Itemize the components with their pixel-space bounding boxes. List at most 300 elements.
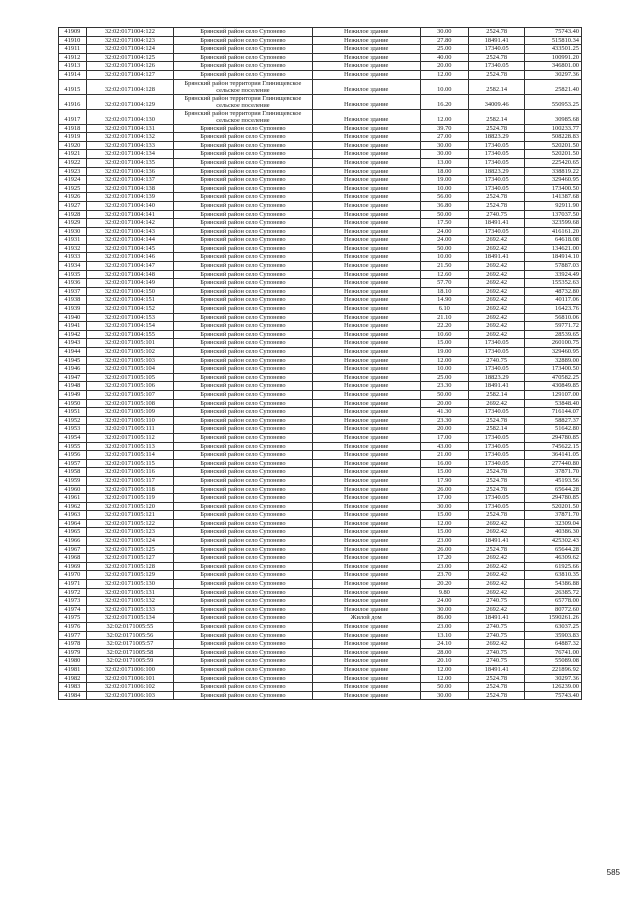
cell-object-type: Нежилое здание xyxy=(312,528,420,537)
cell-object-type: Нежилое здание xyxy=(312,468,420,477)
cell-cadastral-number: 32:02:0171005:127 xyxy=(86,554,173,563)
cell-address: Брянский район село Супонево xyxy=(174,227,313,236)
cell-address: Брянский район село Супонево xyxy=(174,442,313,451)
cell-unit-value: 17340.05 xyxy=(468,141,525,150)
cell-row-index: 41981 xyxy=(59,665,87,674)
cell-area: 50.00 xyxy=(420,244,468,253)
cell-address: Брянский район село Супонево xyxy=(174,244,313,253)
cell-row-index: 41921 xyxy=(59,150,87,159)
table-row xyxy=(59,330,582,339)
cell-cadastral-number: 32:02:0171004:149 xyxy=(86,279,173,288)
cell-address: Брянский район село Супонево xyxy=(174,614,313,623)
table-row xyxy=(59,253,582,262)
cell-cadastral-value: 520201.50 xyxy=(525,141,582,150)
cell-cadastral-value: 37871.70 xyxy=(525,468,582,477)
cell-unit-value: 2524.78 xyxy=(468,683,525,692)
cell-object-type: Нежилое здание xyxy=(312,287,420,296)
cell-cadastral-value: 141387.68 xyxy=(525,193,582,202)
table-row xyxy=(59,79,582,94)
cell-cadastral-number: 32:02:0171005:55 xyxy=(86,623,173,632)
cell-unit-value: 2582.14 xyxy=(468,79,525,94)
cell-address: Брянский район село Супонево xyxy=(174,150,313,159)
cell-cadastral-value: 520201.50 xyxy=(525,150,582,159)
cell-row-index: 41958 xyxy=(59,468,87,477)
cell-unit-value: 2524.78 xyxy=(468,691,525,700)
cell-address: Брянский район село Супонево xyxy=(174,330,313,339)
cell-row-index: 41982 xyxy=(59,674,87,683)
cell-cadastral-value: 520201.50 xyxy=(525,502,582,511)
cell-address: Брянский район село Супонево xyxy=(174,167,313,176)
cell-address: Брянский район село Супонево xyxy=(174,640,313,649)
cell-unit-value: 2740.75 xyxy=(468,657,525,666)
cell-unit-value: 34009.46 xyxy=(468,94,525,109)
cell-cadastral-value: 716144.07 xyxy=(525,408,582,417)
cell-area: 30.00 xyxy=(420,691,468,700)
table-row xyxy=(59,70,582,79)
cell-area: 10.60 xyxy=(420,330,468,339)
cell-area: 10.00 xyxy=(420,253,468,262)
cell-cadastral-value: 329460.95 xyxy=(525,176,582,185)
cell-object-type: Нежилое здание xyxy=(312,279,420,288)
table-row xyxy=(59,201,582,210)
cell-cadastral-value: 56810.06 xyxy=(525,313,582,322)
cell-cadastral-number: 32:02:0171005:131 xyxy=(86,588,173,597)
cell-cadastral-number: 32:02:0171005:117 xyxy=(86,476,173,485)
table-row xyxy=(59,433,582,442)
cell-area: 15.00 xyxy=(420,528,468,537)
cell-cadastral-value: 173400.50 xyxy=(525,365,582,374)
table-row xyxy=(59,554,582,563)
cell-area: 24.00 xyxy=(420,597,468,606)
cell-object-type: Нежилое здание xyxy=(312,476,420,485)
cell-address: Брянский район село Супонево xyxy=(174,408,313,417)
cell-object-type: Нежилое здание xyxy=(312,176,420,185)
cell-unit-value: 2692.42 xyxy=(468,236,525,245)
cell-object-type: Нежилое здание xyxy=(312,459,420,468)
cell-object-type: Нежилое здание xyxy=(312,305,420,314)
cell-row-index: 41971 xyxy=(59,580,87,589)
cell-address: Брянский район село Супонево xyxy=(174,485,313,494)
cell-object-type: Нежилое здание xyxy=(312,588,420,597)
table-row xyxy=(59,109,582,124)
cell-cadastral-value: 30297.36 xyxy=(525,674,582,683)
cell-cadastral-number: 32:02:0171004:146 xyxy=(86,253,173,262)
cell-cadastral-number: 32:02:0171005:125 xyxy=(86,545,173,554)
cell-unit-value: 2524.78 xyxy=(468,28,525,37)
cell-cadastral-value: 55089.08 xyxy=(525,657,582,666)
cell-area: 26.00 xyxy=(420,545,468,554)
cell-area: 6.10 xyxy=(420,305,468,314)
cell-cadastral-value: 92911.90 xyxy=(525,201,582,210)
cell-row-index: 41915 xyxy=(59,79,87,94)
cell-cadastral-number: 32:02:0171004:145 xyxy=(86,244,173,253)
cell-object-type: Нежилое здание xyxy=(312,365,420,374)
table-row xyxy=(59,36,582,45)
cell-row-index: 41961 xyxy=(59,494,87,503)
cell-cadastral-value: 32889.00 xyxy=(525,356,582,365)
cell-row-index: 41919 xyxy=(59,133,87,142)
cell-row-index: 41957 xyxy=(59,459,87,468)
cell-unit-value: 17340.05 xyxy=(468,494,525,503)
cell-unit-value: 17340.05 xyxy=(468,451,525,460)
cell-unit-value: 2692.42 xyxy=(468,244,525,253)
table-row xyxy=(59,485,582,494)
cell-address: Брянский район село Супонево xyxy=(174,124,313,133)
cell-cadastral-number: 32:02:0171005:57 xyxy=(86,640,173,649)
cell-row-index: 41934 xyxy=(59,262,87,271)
cell-area: 12.00 xyxy=(420,665,468,674)
cell-address: Брянский район село Супонево xyxy=(174,502,313,511)
cell-unit-value: 2740.75 xyxy=(468,623,525,632)
cell-address: Брянский район село Супонево xyxy=(174,184,313,193)
cell-object-type: Нежилое здание xyxy=(312,62,420,71)
cell-row-index: 41960 xyxy=(59,485,87,494)
cell-area: 57.70 xyxy=(420,279,468,288)
cell-row-index: 41948 xyxy=(59,382,87,391)
cell-cadastral-number: 32:02:0171005:103 xyxy=(86,356,173,365)
cell-object-type: Нежилое здание xyxy=(312,537,420,546)
cell-object-type: Нежилое здание xyxy=(312,382,420,391)
cell-area: 28.00 xyxy=(420,648,468,657)
table-row xyxy=(59,390,582,399)
table-row xyxy=(59,296,582,305)
cell-cadastral-value: 30297.36 xyxy=(525,70,582,79)
cell-row-index: 41944 xyxy=(59,348,87,357)
cell-cadastral-value: 137037.50 xyxy=(525,210,582,219)
cell-cadastral-number: 32:02:0171005:113 xyxy=(86,442,173,451)
cell-cadastral-value: 260100.75 xyxy=(525,339,582,348)
cell-area: 56.00 xyxy=(420,193,468,202)
cell-cadastral-number: 32:02:0171005:114 xyxy=(86,451,173,460)
cell-address: Брянский район село Супонево xyxy=(174,373,313,382)
cell-cadastral-value: 173400.50 xyxy=(525,184,582,193)
cell-row-index: 41927 xyxy=(59,201,87,210)
cell-area: 43.00 xyxy=(420,442,468,451)
cell-object-type: Нежилое здание xyxy=(312,158,420,167)
cell-object-type: Нежилое здание xyxy=(312,45,420,54)
cell-area: 19.00 xyxy=(420,176,468,185)
cell-area: 17.00 xyxy=(420,494,468,503)
cell-cadastral-value: 35903.83 xyxy=(525,631,582,640)
cell-unit-value: 2524.78 xyxy=(468,511,525,520)
cell-address: Брянский район село Супонево xyxy=(174,665,313,674)
cell-cadastral-number: 32:02:0171004:141 xyxy=(86,210,173,219)
cell-area: 17.90 xyxy=(420,476,468,485)
cell-cadastral-value: 75743.40 xyxy=(525,28,582,37)
cell-unit-value: 17340.05 xyxy=(468,158,525,167)
table-row xyxy=(59,373,582,382)
cell-cadastral-number: 32:02:0171005:124 xyxy=(86,537,173,546)
table-row xyxy=(59,691,582,700)
cell-area: 17.00 xyxy=(420,433,468,442)
cell-unit-value: 2524.78 xyxy=(468,476,525,485)
cell-row-index: 41983 xyxy=(59,683,87,692)
table-row xyxy=(59,494,582,503)
table-row xyxy=(59,219,582,228)
cell-row-index: 41963 xyxy=(59,511,87,520)
table-row xyxy=(59,683,582,692)
cell-area: 18.00 xyxy=(420,167,468,176)
cell-cadastral-number: 32:02:0171004:151 xyxy=(86,296,173,305)
cell-address: Брянский район село Супонево xyxy=(174,597,313,606)
cell-row-index: 41970 xyxy=(59,571,87,580)
cell-cadastral-number: 32:02:0171005:122 xyxy=(86,519,173,528)
table-row xyxy=(59,133,582,142)
cell-area: 23.30 xyxy=(420,382,468,391)
cell-object-type: Нежилое здание xyxy=(312,201,420,210)
cell-address: Брянский район село Супонево xyxy=(174,141,313,150)
table-row xyxy=(59,545,582,554)
cell-row-index: 41923 xyxy=(59,167,87,176)
cell-cadastral-value: 57887.03 xyxy=(525,262,582,271)
cell-object-type: Нежилое здание xyxy=(312,631,420,640)
cell-row-index: 41978 xyxy=(59,640,87,649)
cell-address: Брянский район село Супонево xyxy=(174,348,313,357)
cell-cadastral-number: 32:02:0171004:124 xyxy=(86,45,173,54)
cell-object-type: Нежилое здание xyxy=(312,623,420,632)
cell-object-type: Нежилое здание xyxy=(312,313,420,322)
cell-cadastral-number: 32:02:0171004:128 xyxy=(86,79,173,94)
cell-unit-value: 2740.75 xyxy=(468,356,525,365)
cell-cadastral-number: 32:02:0171006:102 xyxy=(86,683,173,692)
cell-address: Брянский район село Супонево xyxy=(174,219,313,228)
cell-cadastral-number: 32:02:0171005:111 xyxy=(86,425,173,434)
cell-object-type: Нежилое здание xyxy=(312,193,420,202)
cell-unit-value: 2692.42 xyxy=(468,322,525,331)
table-row xyxy=(59,94,582,109)
cell-row-index: 41949 xyxy=(59,390,87,399)
cell-unit-value: 18491.41 xyxy=(468,382,525,391)
table-row xyxy=(59,571,582,580)
cell-row-index: 41964 xyxy=(59,519,87,528)
cell-unit-value: 2692.42 xyxy=(468,588,525,597)
cell-row-index: 41937 xyxy=(59,287,87,296)
cell-cadastral-number: 32:02:0171005:128 xyxy=(86,562,173,571)
cell-row-index: 41977 xyxy=(59,631,87,640)
cell-cadastral-number: 32:02:0171004:152 xyxy=(86,305,173,314)
cell-cadastral-value: 470582.25 xyxy=(525,373,582,382)
cell-object-type: Нежилое здание xyxy=(312,425,420,434)
cell-row-index: 41916 xyxy=(59,94,87,109)
cell-area: 12.60 xyxy=(420,270,468,279)
cell-row-index: 41956 xyxy=(59,451,87,460)
cell-row-index: 41920 xyxy=(59,141,87,150)
cell-unit-value: 2740.75 xyxy=(468,597,525,606)
cell-unit-value: 18491.41 xyxy=(468,614,525,623)
cell-address: Брянский район село Супонево xyxy=(174,416,313,425)
cell-address: Брянский район село Супонево xyxy=(174,70,313,79)
cell-object-type: Нежилое здание xyxy=(312,167,420,176)
table-row xyxy=(59,665,582,674)
cell-unit-value: 17340.05 xyxy=(468,433,525,442)
cell-unit-value: 18823.29 xyxy=(468,133,525,142)
cell-area: 17.20 xyxy=(420,554,468,563)
cell-address: Брянский район село Супонево xyxy=(174,210,313,219)
table-row xyxy=(59,210,582,219)
cell-unit-value: 2524.78 xyxy=(468,201,525,210)
cell-cadastral-number: 32:02:0171004:135 xyxy=(86,158,173,167)
cell-cadastral-number: 32:02:0171005:115 xyxy=(86,459,173,468)
cell-cadastral-number: 32:02:0171004:125 xyxy=(86,53,173,62)
cell-unit-value: 2692.42 xyxy=(468,279,525,288)
cell-object-type: Нежилое здание xyxy=(312,339,420,348)
cell-row-index: 41975 xyxy=(59,614,87,623)
cell-cadastral-value: 126239.00 xyxy=(525,683,582,692)
cell-cadastral-number: 32:02:0171004:130 xyxy=(86,109,173,124)
cell-row-index: 41945 xyxy=(59,356,87,365)
cell-row-index: 41909 xyxy=(59,28,87,37)
cell-cadastral-number: 32:02:0171005:109 xyxy=(86,408,173,417)
cell-area: 12.00 xyxy=(420,674,468,683)
cell-row-index: 41947 xyxy=(59,373,87,382)
cell-object-type: Нежилое здание xyxy=(312,562,420,571)
cell-cadastral-value: 61925.66 xyxy=(525,562,582,571)
cell-area: 26.00 xyxy=(420,485,468,494)
cell-cadastral-number: 32:02:0171005:116 xyxy=(86,468,173,477)
cell-object-type: Нежилое здание xyxy=(312,665,420,674)
cell-row-index: 41941 xyxy=(59,322,87,331)
cell-unit-value: 17340.05 xyxy=(468,408,525,417)
table-row xyxy=(59,537,582,546)
cell-object-type: Нежилое здание xyxy=(312,79,420,94)
cell-row-index: 41966 xyxy=(59,537,87,546)
cell-cadastral-number: 32:02:0171004:127 xyxy=(86,70,173,79)
cell-cadastral-number: 32:02:0171004:138 xyxy=(86,184,173,193)
cell-cadastral-number: 32:02:0171005:112 xyxy=(86,433,173,442)
cell-row-index: 41954 xyxy=(59,433,87,442)
cell-cadastral-value: 65644.28 xyxy=(525,485,582,494)
cell-area: 21.00 xyxy=(420,451,468,460)
cell-cadastral-value: 100991.20 xyxy=(525,53,582,62)
cell-area: 9.80 xyxy=(420,588,468,597)
cell-cadastral-value: 64887.32 xyxy=(525,640,582,649)
cell-cadastral-value: 25821.40 xyxy=(525,79,582,94)
table-row xyxy=(59,141,582,150)
cell-area: 39.70 xyxy=(420,124,468,133)
cell-area: 27.00 xyxy=(420,133,468,142)
cell-unit-value: 17340.05 xyxy=(468,365,525,374)
cell-area: 40.00 xyxy=(420,53,468,62)
cell-area: 10.00 xyxy=(420,79,468,94)
cell-address: Брянский район село Супонево xyxy=(174,605,313,614)
cell-object-type: Нежилое здание xyxy=(312,597,420,606)
cell-object-type: Нежилое здание xyxy=(312,442,420,451)
cell-area: 22.20 xyxy=(420,322,468,331)
cell-area: 50.00 xyxy=(420,683,468,692)
cell-address: Брянский район село Супонево xyxy=(174,657,313,666)
cell-cadastral-value: 277440.80 xyxy=(525,459,582,468)
cell-address: Брянский район село Супонево xyxy=(174,236,313,245)
cell-row-index: 41935 xyxy=(59,270,87,279)
cell-object-type: Нежилое здание xyxy=(312,296,420,305)
cell-object-type: Нежилое здание xyxy=(312,416,420,425)
cell-row-index: 41911 xyxy=(59,45,87,54)
cell-area: 20.00 xyxy=(420,62,468,71)
cell-cadastral-value: 134621.00 xyxy=(525,244,582,253)
cell-object-type: Жилой дом xyxy=(312,614,420,623)
table-row xyxy=(59,287,582,296)
cell-cadastral-number: 32:02:0171005:104 xyxy=(86,365,173,374)
cell-object-type: Нежилое здание xyxy=(312,605,420,614)
cell-unit-value: 2692.42 xyxy=(468,330,525,339)
cell-cadastral-number: 32:02:0171005:118 xyxy=(86,485,173,494)
cell-cadastral-value: 51642.80 xyxy=(525,425,582,434)
cell-area: 23.70 xyxy=(420,571,468,580)
cell-cadastral-value: 30985.68 xyxy=(525,109,582,124)
cell-cadastral-value: 64618.08 xyxy=(525,236,582,245)
cell-row-index: 41984 xyxy=(59,691,87,700)
cell-area: 15.00 xyxy=(420,339,468,348)
cell-area: 24.00 xyxy=(420,236,468,245)
cell-unit-value: 2582.14 xyxy=(468,390,525,399)
cell-area: 19.00 xyxy=(420,348,468,357)
table-row xyxy=(59,451,582,460)
cell-area: 15.00 xyxy=(420,511,468,520)
cell-unit-value: 2524.78 xyxy=(468,193,525,202)
cell-cadastral-number: 32:02:0171004:133 xyxy=(86,141,173,150)
cell-cadastral-value: 16423.76 xyxy=(525,305,582,314)
table-row xyxy=(59,279,582,288)
cell-cadastral-value: 550953.25 xyxy=(525,94,582,109)
cell-object-type: Нежилое здание xyxy=(312,270,420,279)
cell-cadastral-number: 32:02:0171004:129 xyxy=(86,94,173,109)
cell-unit-value: 17340.05 xyxy=(468,348,525,357)
cell-cadastral-value: 48732.80 xyxy=(525,287,582,296)
cell-row-index: 41918 xyxy=(59,124,87,133)
table-row xyxy=(59,476,582,485)
cell-row-index: 41976 xyxy=(59,623,87,632)
cell-address: Брянский район село Супонево xyxy=(174,571,313,580)
cell-cadastral-value: 33924.49 xyxy=(525,270,582,279)
cell-row-index: 41913 xyxy=(59,62,87,71)
cell-unit-value: 2692.42 xyxy=(468,296,525,305)
table-row xyxy=(59,528,582,537)
cell-address: Брянский район село Супонево xyxy=(174,158,313,167)
cell-address: Брянский район село Супонево xyxy=(174,279,313,288)
cell-unit-value: 2692.42 xyxy=(468,640,525,649)
cell-cadastral-value: 28539.65 xyxy=(525,330,582,339)
cell-cadastral-number: 32:02:0171006:101 xyxy=(86,674,173,683)
cell-area: 12.00 xyxy=(420,109,468,124)
cell-address: Брянский район село Супонево xyxy=(174,433,313,442)
cell-cadastral-value: 508228.83 xyxy=(525,133,582,142)
cell-object-type: Нежилое здание xyxy=(312,322,420,331)
cell-unit-value: 2692.42 xyxy=(468,605,525,614)
cell-cadastral-number: 32:02:0171004:131 xyxy=(86,124,173,133)
cell-unit-value: 17340.05 xyxy=(468,227,525,236)
cell-area: 12.00 xyxy=(420,356,468,365)
cell-unit-value: 2524.78 xyxy=(468,124,525,133)
cell-row-index: 41967 xyxy=(59,545,87,554)
cell-cadastral-number: 32:02:0171005:133 xyxy=(86,605,173,614)
cell-row-index: 41950 xyxy=(59,399,87,408)
cell-cadastral-number: 32:02:0171004:155 xyxy=(86,330,173,339)
cell-address: Брянский район село Супонево xyxy=(174,262,313,271)
cell-unit-value: 2740.75 xyxy=(468,210,525,219)
cell-cadastral-value: 54386.88 xyxy=(525,580,582,589)
cell-cadastral-number: 32:02:0171005:130 xyxy=(86,580,173,589)
table-row xyxy=(59,124,582,133)
cell-object-type: Нежилое здание xyxy=(312,640,420,649)
cell-unit-value: 17340.05 xyxy=(468,442,525,451)
cell-address: Брянский район село Супонево xyxy=(174,356,313,365)
cell-area: 50.00 xyxy=(420,210,468,219)
cell-row-index: 41940 xyxy=(59,313,87,322)
cell-cadastral-value: 65644.28 xyxy=(525,545,582,554)
cell-area: 25.00 xyxy=(420,45,468,54)
cell-address: Брянский район территория Глинищевское сельское поселение xyxy=(174,109,313,124)
cell-object-type: Нежилое здание xyxy=(312,348,420,357)
